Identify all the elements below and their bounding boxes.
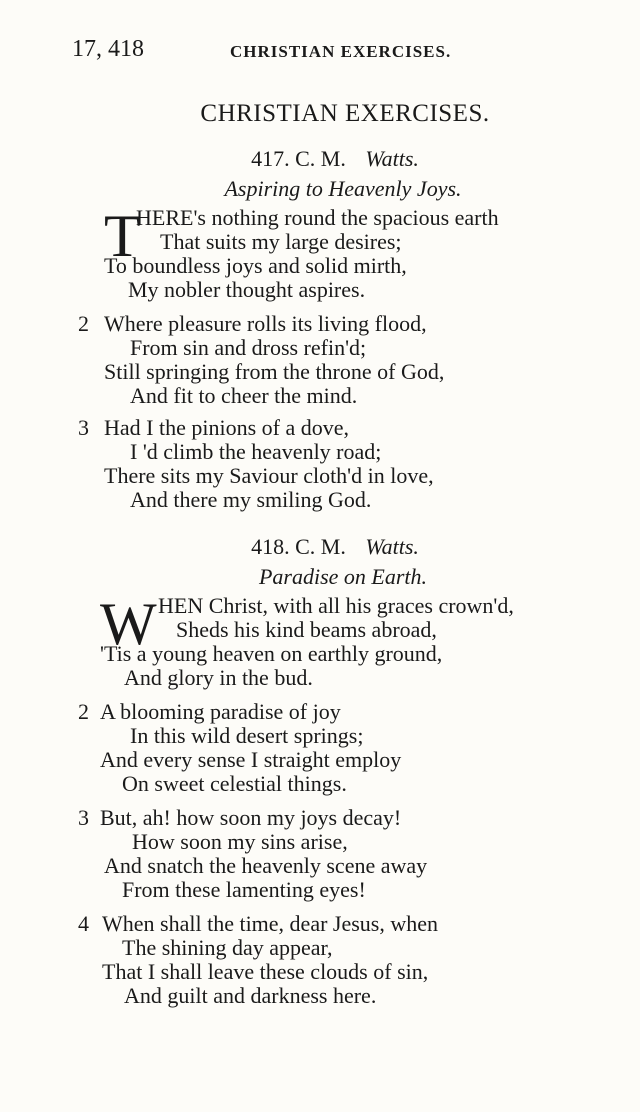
hymn-author: Watts. <box>365 534 419 559</box>
verse-line: My nobler thought aspires. <box>128 277 366 302</box>
hymn-417-stanza-1 <box>104 203 640 302</box>
verse-line <box>80 806 620 830</box>
hymn-number: 418. <box>251 534 290 559</box>
hymn-418-stanza-1 <box>100 591 640 690</box>
hymn-417-stanza-3 <box>80 416 620 512</box>
verse-line: That I shall leave these clouds of sin, <box>102 959 429 984</box>
verse-line: That suits my large desires; <box>160 229 402 254</box>
verse-text: When shall the time, dear Jesus, when <box>102 911 439 936</box>
verse-line: And there my smiling God. <box>130 487 372 512</box>
verse-text: But, ah! how soon my joys decay! <box>100 805 402 830</box>
drop-cap: T <box>104 203 141 269</box>
verse-line: And fit to cheer the mind. <box>130 383 358 408</box>
verse-text: A blooming paradise of joy <box>100 699 341 724</box>
hymn-418-stanza-2 <box>80 700 620 796</box>
verse-line: On sweet celestial things. <box>122 771 347 796</box>
page-number: 17, 418 <box>72 36 144 62</box>
running-head <box>0 36 640 66</box>
verse-line: 'Tis a young heaven on earthly ground, <box>100 641 443 666</box>
verse-text: Had I the pinions of a dove, <box>104 415 349 440</box>
stanza-number: 2 <box>78 699 89 724</box>
verse-line <box>80 416 620 440</box>
hymn-417-stanza-2 <box>80 312 620 408</box>
verse-line: From these lamenting eyes! <box>122 877 366 902</box>
verse-line: From sin and dross refin'd; <box>130 335 367 360</box>
verse-line <box>80 700 620 724</box>
verse-line: In this wild desert springs; <box>130 723 364 748</box>
stanza-number: 3 <box>78 415 89 440</box>
hymn-418-subtitle: Paradise on Earth. <box>258 564 428 589</box>
verse-text: Where pleasure rolls its living flood, <box>104 311 427 336</box>
verse-line: The shining day appear, <box>122 935 333 960</box>
hymn-417-heading <box>0 146 640 172</box>
verse-line: And glory in the bud. <box>124 665 313 690</box>
verse-line: To boundless joys and solid mirth, <box>104 253 407 278</box>
verse-line: And guilt and darkness here. <box>124 983 377 1008</box>
verse-line: Sheds his kind beams abroad, <box>176 617 437 642</box>
hymn-meter: C. M. <box>295 534 346 559</box>
hymn-number: 417. <box>251 146 290 171</box>
hymn-author: Watts. <box>365 146 419 171</box>
hymn-417-subtitle: Aspiring to Heavenly Joys. <box>224 176 462 201</box>
verse-line: I 'd climb the heavenly road; <box>130 439 382 464</box>
verse-line: And snatch the heavenly scene away <box>104 853 428 878</box>
section-title: CHRISTIAN EXERCISES. <box>200 100 490 127</box>
hymn-418-stanza-4 <box>80 912 620 1008</box>
hymn-418-heading <box>0 534 640 560</box>
hymn-meter: C. M. <box>295 146 346 171</box>
stanza-number: 4 <box>78 911 89 936</box>
verse-line: How soon my sins arise, <box>132 829 348 854</box>
drop-cap: W <box>100 591 157 657</box>
hymn-418-stanza-3 <box>80 806 620 902</box>
stanza-number: 3 <box>78 805 89 830</box>
verse-line: HEN Christ, with all his graces crown'd, <box>158 593 514 618</box>
verse-line: There sits my Saviour cloth'd in love, <box>104 463 434 488</box>
verse-line: And every sense I straight employ <box>100 747 402 772</box>
verse-line <box>80 912 620 936</box>
running-title: CHRISTIAN EXERCISES. <box>230 42 452 61</box>
verse-line: Still springing from the throne of God, <box>104 359 445 384</box>
stanza-number: 2 <box>78 311 89 336</box>
verse-line <box>80 312 620 336</box>
verse-line: HERE's nothing round the spacious earth <box>136 205 499 230</box>
